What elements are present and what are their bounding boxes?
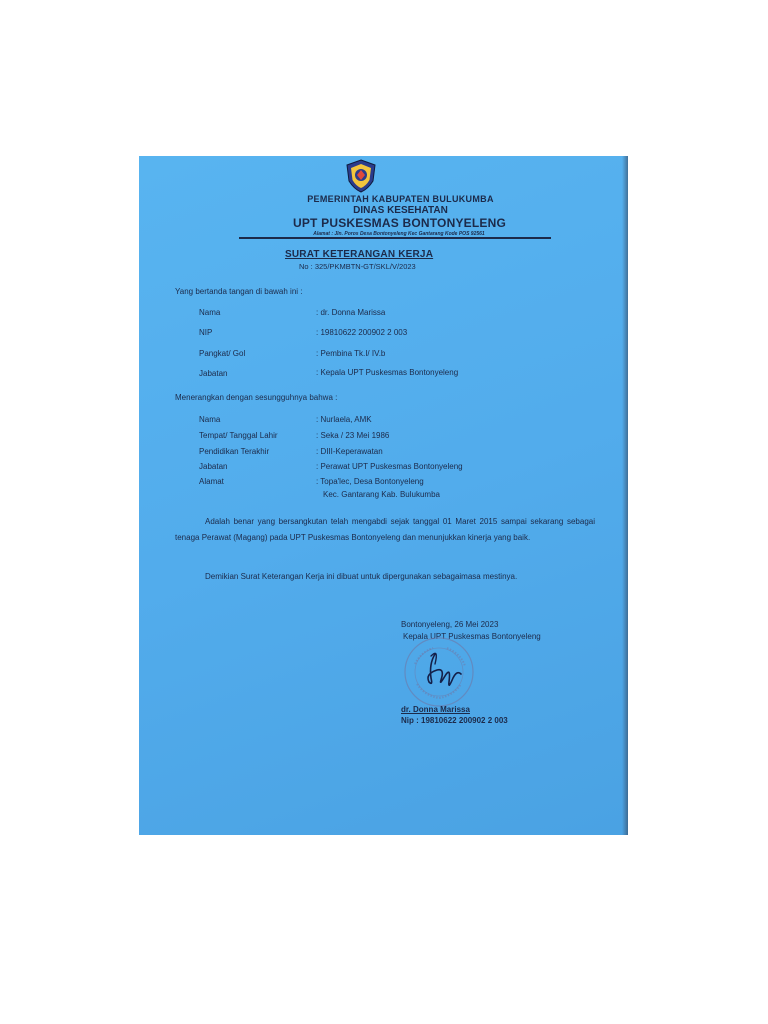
subject-address-line2: Kec. Gantarang Kab. Bulukumba <box>323 490 440 499</box>
subject-label: Jabatan <box>199 462 228 471</box>
document-title: SURAT KETERANGAN KERJA <box>285 249 434 260</box>
signer-label: Nama <box>199 308 221 317</box>
subject-label: Nama <box>199 415 221 424</box>
header-divider <box>239 237 551 239</box>
document-number: No : 325/PKMBTN-GT/SKL/V/2023 <box>299 262 416 271</box>
regency-emblem-icon <box>344 159 378 193</box>
subject-label: Pendidikan Terakhir <box>199 447 270 456</box>
signer-label: Jabatan <box>199 369 228 378</box>
document-sheet <box>139 156 628 835</box>
signer-value: : dr. Donna Marissa <box>316 308 386 317</box>
subject-value: : Topa'lec, Desa Bontonyeleng <box>316 477 424 486</box>
official-stamp-and-signature <box>401 634 477 710</box>
signatory-nip: Nip : 19810622 200902 2 003 <box>401 716 508 725</box>
signer-value: : Pembina Tk.I/ IV.b <box>316 349 386 358</box>
signer-value: : 19810622 200902 2 003 <box>316 328 408 337</box>
header-institution: UPT PUSKESMAS BONTONYELENG <box>292 216 506 230</box>
signatory-name: dr. Donna Marissa <box>401 705 470 714</box>
paper-shadow-edge <box>622 156 628 835</box>
signer-label: Pangkat/ Gol <box>199 349 246 358</box>
subject-value: : DIII-Keperawatan <box>316 447 383 456</box>
statement-text: Menerangkan dengan sesungguhnya bahwa : <box>175 393 338 402</box>
signer-label: NIP <box>199 328 213 337</box>
signer-value: : Kepala UPT Puskesmas Bontonyeleng <box>316 368 459 377</box>
subject-value: : Nurlaela, AMK <box>316 415 372 424</box>
closing-paragraph: Demikian Surat Keterangan Kerja ini dibuat untuk dipergunakan sebagaimasa mestinya. <box>205 572 518 581</box>
header-department: DINAS KESEHATAN <box>353 205 448 216</box>
subject-value: : Perawat UPT Puskesmas Bontonyeleng <box>316 462 463 471</box>
subject-label: Alamat <box>199 477 224 486</box>
subject-label: Tempat/ Tanggal Lahir <box>199 431 278 440</box>
header-address: Alamat : Jln. Poros Desa Bontonyeleng Kec Gantarang Kode POS 92561 <box>313 231 485 237</box>
subject-value: : Seka / 23 Mei 1986 <box>316 431 390 440</box>
signature-position: Kepala UPT Puskesmas Bontonyeleng <box>403 632 541 641</box>
signature-place-date: Bontonyeleng, 26 Mei 2023 <box>401 620 499 629</box>
body-paragraph: Adalah benar yang bersangkutan telah mengabdi sejak tanggal 01 Maret 2015 sampai sekarang sebagai tenaga Perawat (Magang) pada UPT Puskesmas Bontonyeleng dan menunjukkan kinerja yang baik. <box>175 517 595 542</box>
intro-text: Yang bertanda tangan di bawah ini : <box>175 287 303 296</box>
header-government: PEMERINTAH KABUPATEN BULUKUMBA <box>307 194 494 204</box>
